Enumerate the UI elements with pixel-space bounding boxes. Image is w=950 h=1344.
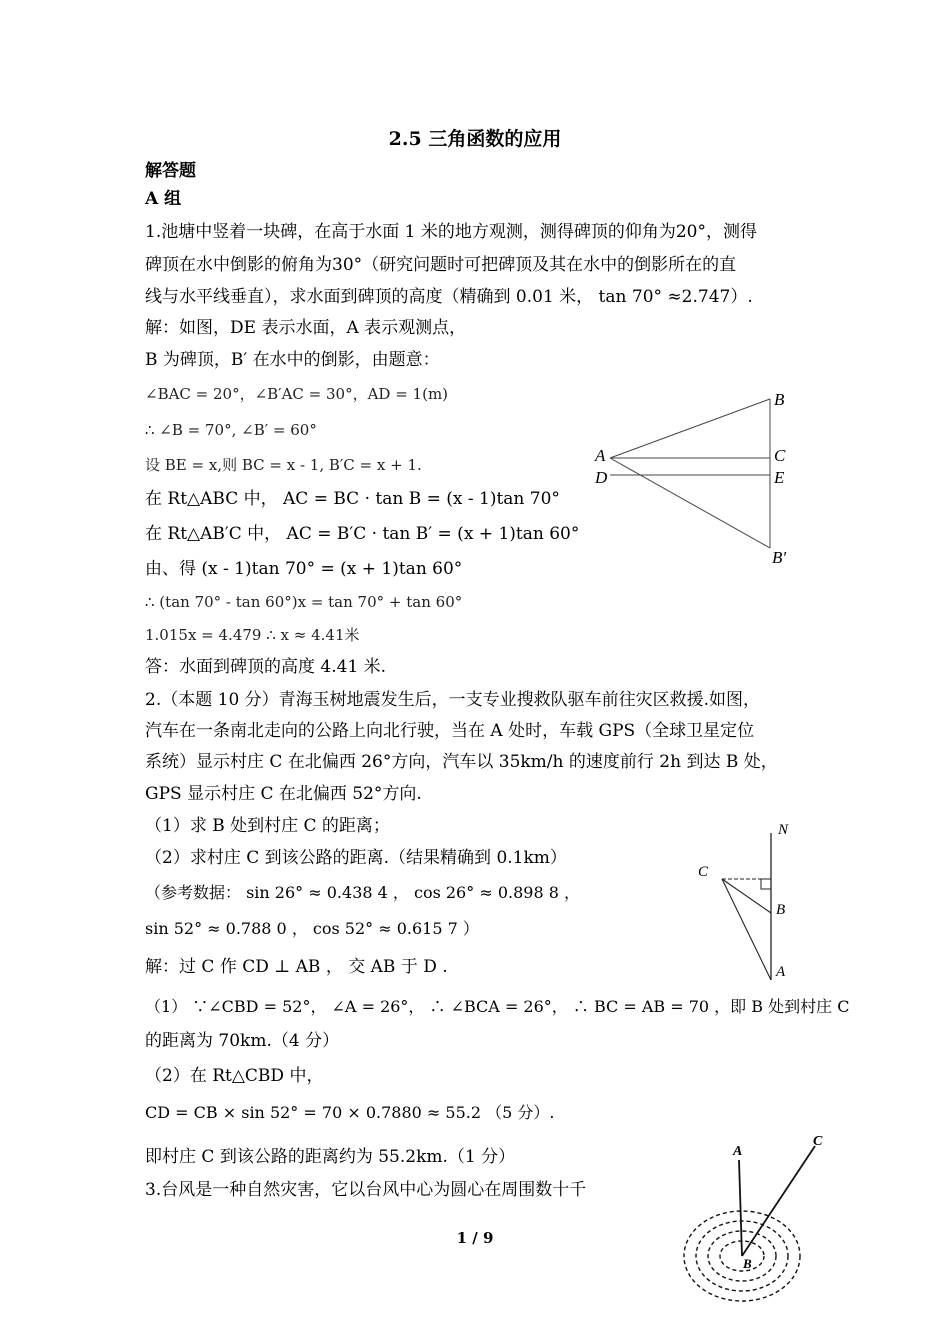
text-line: （2）求村庄 C 到该公路的距离.（结果精确到 0.1km） <box>145 848 567 868</box>
label-n: N <box>778 822 789 838</box>
page-number: 1 / 9 <box>456 1229 494 1247</box>
math-line: 设 BE = x,则 BC = x - 1, B′C = x + 1. <box>145 456 422 474</box>
figure-monument <box>585 385 805 570</box>
text-line: GPS 显示村庄 C 在北偏西 52°方向. <box>145 784 422 804</box>
text-line: 线与水平线垂直），求水面到碑顶的高度（精确到 0.01 米， tan 70° ≈2.747）. <box>145 287 753 307</box>
text-line: 汽车在一条南北走向的公路上向北行驶，当在 A 处时，车载 GPS（全球卫星定位 <box>145 721 755 741</box>
text-line: （1） ∵∠CBD = 52°， ∠A = 26°， ∴ ∠BCA = 26°， ∴ BC = AB = 70 ，即 B 处到村庄 C <box>145 997 850 1016</box>
page-title: 2.5 三角函数的应用 <box>388 128 562 150</box>
label-c: C <box>698 864 709 880</box>
math-line: 在 Rt△ABC 中， AC = BC · tan B = (x - 1)tan 70° <box>145 489 560 509</box>
math-line: ∴ (tan 70° - tan 60°)x = tan 70° + tan 60° <box>145 593 463 611</box>
math-line: ∠BAC = 20°，∠B′AC = 30°，AD = 1(m) <box>145 385 449 403</box>
text-line: CD = CB × sin 52° = 70 × 0.7880 ≈ 55.2 （5 分）. <box>145 1103 555 1122</box>
math-line: 在 Rt△AB′C 中， AC = B′C · tan B′ = (x + 1)tan 60° <box>145 524 580 544</box>
text-line: （1）求 B 处到村庄 C 的距离； <box>145 816 390 836</box>
math-line: ∴ ∠B = 70°, ∠B′ = 60° <box>145 421 317 439</box>
label-a: A <box>595 446 606 465</box>
label-e: E <box>774 468 785 487</box>
group-heading: A 组 <box>145 189 182 209</box>
math-line: 1.015x = 4.479 ∴ x ≈ 4.41米 <box>145 626 360 644</box>
section-heading: 解答题 <box>145 161 196 181</box>
label-d: D <box>595 468 608 487</box>
label-b: B <box>743 1256 752 1271</box>
label-b: B <box>776 902 786 918</box>
text-line: 系统）显示村庄 C 在北偏西 26°方向，汽车以 35km/h 的速度前行 2h 到达 B 处， <box>145 752 778 772</box>
text-line: 即村庄 C 到该公路的距离约为 55.2km.（1 分） <box>145 1147 516 1167</box>
text-line: 解：过 C 作 CD ⊥ AB ， 交 AB 于 D . <box>145 957 448 977</box>
text-line: （2）在 Rt△CBD 中， <box>145 1066 324 1086</box>
label-c: C <box>813 1134 823 1149</box>
label-c: C <box>774 446 786 465</box>
label-a: A <box>776 964 786 980</box>
math-line: 由、得 (x - 1)tan 70° = (x + 1)tan 60° <box>145 559 463 579</box>
label-a: A <box>733 1144 743 1159</box>
text-line: 1.池塘中竖着一块碑，在高于水面 1 米的地方观测，测得碑顶的仰角为20°，测得 <box>145 222 757 242</box>
label-b: B <box>774 390 785 409</box>
text-line: 解：如图，DE 表示水面，A 表示观测点， <box>145 318 467 338</box>
figure-road-village <box>690 815 810 990</box>
text-line: （参考数据： sin 26° ≈ 0.438 4 ， cos 26° ≈ 0.898 8 ， <box>145 883 580 902</box>
text-line: 的距离为 70km.（4 分） <box>145 1031 340 1051</box>
text-line: B 为碑顶，B′ 在水中的倒影，由题意： <box>145 350 440 370</box>
text-line: 碑顶在水中倒影的俯角为30°（研究问题时可把碑顶及其在水中的倒影所在的直 <box>145 255 737 275</box>
text-line: 2.（本题 10 分）青海玉树地震发生后，一支专业搜救队驱车前往灾区救援.如图， <box>145 690 761 710</box>
answer-line: 答：水面到碑顶的高度 4.41 米. <box>145 657 387 677</box>
label-b-prime: B′ <box>772 548 787 567</box>
text-line: sin 52° ≈ 0.788 0 ， cos 52° ≈ 0.615 7 ） <box>145 919 479 938</box>
text-line: 3.台风是一种自然灾害，它以台风中心为圆心在周围数十千 <box>145 1180 587 1200</box>
